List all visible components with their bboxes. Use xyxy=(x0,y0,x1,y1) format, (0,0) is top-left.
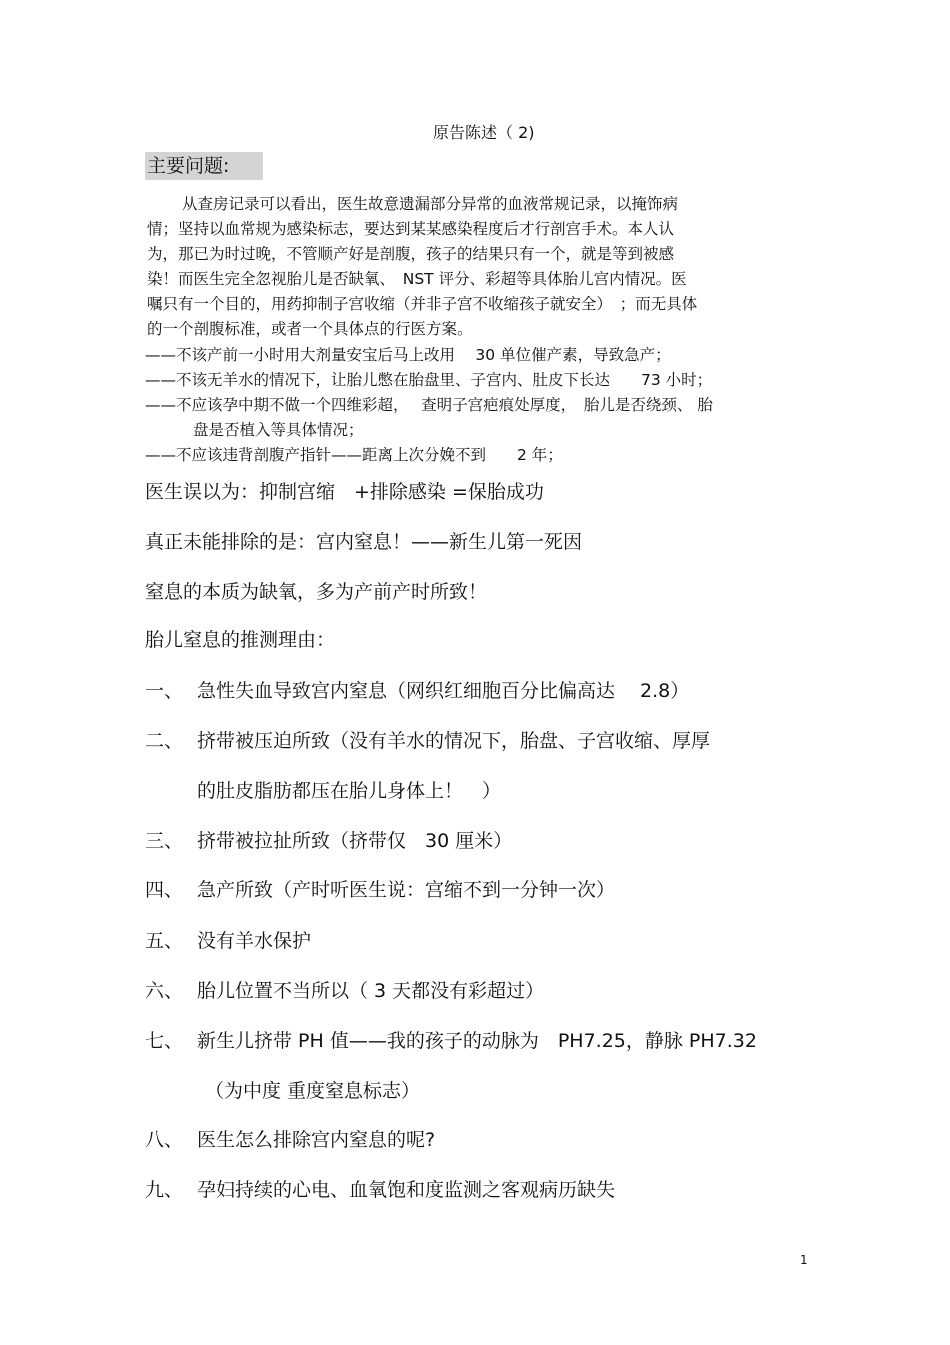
paragraph-line: 从查房记录可以看出，医生故意遗漏部分异常的血液常规记录，以掩饰病 xyxy=(182,195,679,213)
dash-item: ——不该产前一小时用大剂量安宝后马上改用 30 单位催产素，导致急产； xyxy=(145,346,671,364)
reason-number: 六、 xyxy=(145,980,184,1002)
reason-number: 四、 xyxy=(145,879,184,901)
dash-item: ——不应该违背剖腹产指针——距离上次分娩不到 2 年； xyxy=(145,446,563,464)
dash-item: ——不该无羊水的情况下，让胎儿憋在胎盘里、子宫内、肚皮下长达 73 小时； xyxy=(145,371,713,389)
document-title: 原告陈述（ 2) xyxy=(433,123,535,142)
reason-number: 九、 xyxy=(145,1179,184,1201)
reason-text-continuation: 的肚皮脂肪都压在胎儿身体上！ ） xyxy=(197,780,502,802)
dash-item: ——不应该孕中期不做一个四维彩超， 查明子宫疤痕处厚度， 胎儿是否绕颈、 胎 xyxy=(145,396,713,414)
paragraph-line: 嘱只有一个目的，用药抑制子宫收缩（并非子宫不收缩孩子就安全） ；而无具体 xyxy=(147,295,698,313)
reason-number: 五、 xyxy=(145,930,184,952)
reason-text: 挤带被压迫所致（没有羊水的情况下，胎盘、子宫收缩、厚厚 xyxy=(197,730,711,752)
paragraph-line: 为，那已为时过晚，不管顺产好是剖腹，孩子的结果只有一个，就是等到被感 xyxy=(147,245,675,263)
reason-text: 医生怎么排除宫内窒息的呢? xyxy=(197,1129,436,1151)
dash-item-continuation: 盘是否植入等具体情况； xyxy=(193,421,364,439)
paragraph-line: 染！而医生完全忽视胎儿是否缺氧、 NST 评分、彩超等具体胎儿宫内情况。医 xyxy=(147,270,687,288)
page-number: 1 xyxy=(800,1253,808,1267)
statement-line: 医生误以为：抑制宫缩 +排除感染 =保胎成功 xyxy=(145,481,544,503)
section-heading: 主要问题: xyxy=(145,152,263,180)
reason-number: 一、 xyxy=(145,680,184,702)
reason-number: 三、 xyxy=(145,830,184,852)
paragraph-line: 的一个剖腹标准，或者一个具体点的行医方案。 xyxy=(147,320,473,338)
reason-number: 二、 xyxy=(145,730,184,752)
statement-line: 窒息的本质为缺氧，多为产前产时所致！ xyxy=(145,581,488,603)
reason-text: 挤带被拉扯所致（挤带仅 30 厘米） xyxy=(197,830,513,852)
reason-number: 七、 xyxy=(145,1030,184,1052)
reason-text: 新生儿挤带 PH 值——我的孩子的动脉为 PH7.25，静脉 PH7.32 xyxy=(197,1030,757,1052)
reason-text: 孕妇持续的心电、血氧饱和度监测之客观病历缺失 xyxy=(197,1179,616,1201)
reason-text: 急性失血导致宫内窒息（网织红细胞百分比偏高达 2.8） xyxy=(197,680,690,702)
reason-number: 八、 xyxy=(145,1129,184,1151)
paragraph-line: 情；坚持以血常规为感染标志，要达到某某感染程度后才行剖宫手术。本人认 xyxy=(147,220,675,238)
statement-line: 胎儿窒息的推测理由： xyxy=(145,629,336,651)
reason-text-continuation: （为中度 重度窒息标志） xyxy=(205,1080,421,1102)
statement-line: 真正未能排除的是：宫内窒息！——新生儿第一死因 xyxy=(145,531,583,553)
reason-text: 没有羊水保护 xyxy=(197,930,312,952)
reason-text: 胎儿位置不当所以（ 3 天都没有彩超过） xyxy=(197,980,545,1002)
reason-text: 急产所致（产时听医生说：宫缩不到一分钟一次） xyxy=(197,879,616,901)
